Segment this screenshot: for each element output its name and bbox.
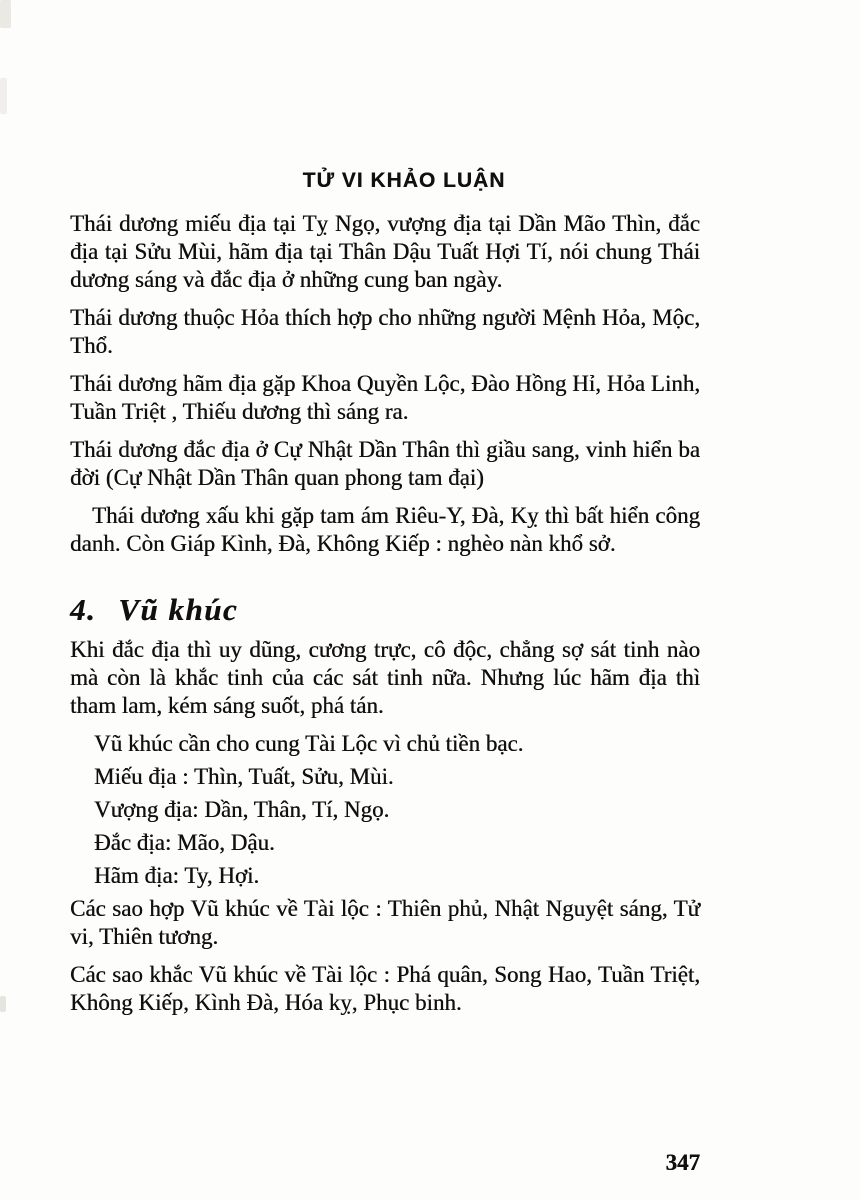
- section-number: 4.: [70, 592, 97, 627]
- vu-khuc-position-list: [70, 730, 700, 890]
- page-content: [70, 168, 700, 1027]
- paragraph-thai-duong-5: Thái dương xấu khi gặp tam ám Riêu-Y, Đà, Kỵ thì bất hiển công danh. Còn Giáp Kình, Đà, Không Kiếp : nghèo nàn khổ sở.: [70, 503, 700, 556]
- list-item-can-cho: Vũ khúc cần cho cung Tài Lộc vì chủ tiền bạc.: [94, 731, 524, 756]
- scan-artifact: [0, 0, 11, 28]
- section-heading-vu-khuc: [70, 590, 700, 630]
- list-item-ham-dia: Hãm địa: Ty, Hợi.: [94, 863, 260, 888]
- paragraph-thai-duong-3: Thái dương hãm địa gặp Khoa Quyền Lộc, Đào Hồng Hỉ, Hỏa Linh, Tuần Triệt , Thiếu dương thì sáng ra.: [70, 371, 700, 424]
- scan-artifact: [0, 78, 7, 114]
- paragraph-sao-khac: Các sao khắc Vũ khúc về Tài lộc : Phá quân, Song Hao, Tuần Triệt, Không Kiếp, Kình Đà, Hóa kỵ, Phục binh.: [70, 962, 700, 1015]
- paragraph-sao-hop: Các sao hợp Vũ khúc về Tài lộc : Thiên phủ, Nhật Nguyệt sáng, Tử vi, Thiên tương.: [70, 896, 700, 949]
- paragraph-thai-duong-4: Thái dương đắc địa ở Cự Nhật Dần Thân thì giầu sang, vinh hiển ba đời (Cự Nhật Dần Thân quan phong tam đại): [70, 437, 700, 490]
- paragraph-thai-duong-1: Thái dương miếu địa tại Tỵ Ngọ, vượng địa tại Dần Mão Thìn, đắc địa tại Sửu Mùi, hãm địa tại Thân Dậu Tuất Hợi Tí, nói chung Thái dương sáng và đắc địa ở những cung ban ngày.: [70, 211, 700, 292]
- list-item-dac-dia: Đắc địa: Mão, Dậu.: [94, 830, 275, 855]
- page-number: 347: [665, 1150, 700, 1175]
- list-item-mieu-dia: Miếu địa : Thìn, Tuất, Sửu, Mùi.: [94, 764, 394, 789]
- scan-artifact: [0, 996, 6, 1012]
- section-title: Vũ khúc: [118, 592, 239, 627]
- paragraph-thai-duong-2: Thái dương thuộc Hỏa thích hợp cho những người Mệnh Hỏa, Mộc, Thổ.: [70, 305, 700, 358]
- list-item-vuong-dia: Vượng địa: Dần, Thân, Tí, Ngọ.: [94, 797, 390, 822]
- page-title: TỬ VI KHẢO LUẬN: [302, 169, 506, 192]
- paragraph-vu-khuc-intro: Khi đắc địa thì uy dũng, cương trực, cô độc, chẳng sợ sát tinh nào mà còn là khắc tinh của các sát tinh nữa. Nhưng lúc hãm địa thì tham lam, kém sáng suốt, phá tán.: [70, 637, 700, 718]
